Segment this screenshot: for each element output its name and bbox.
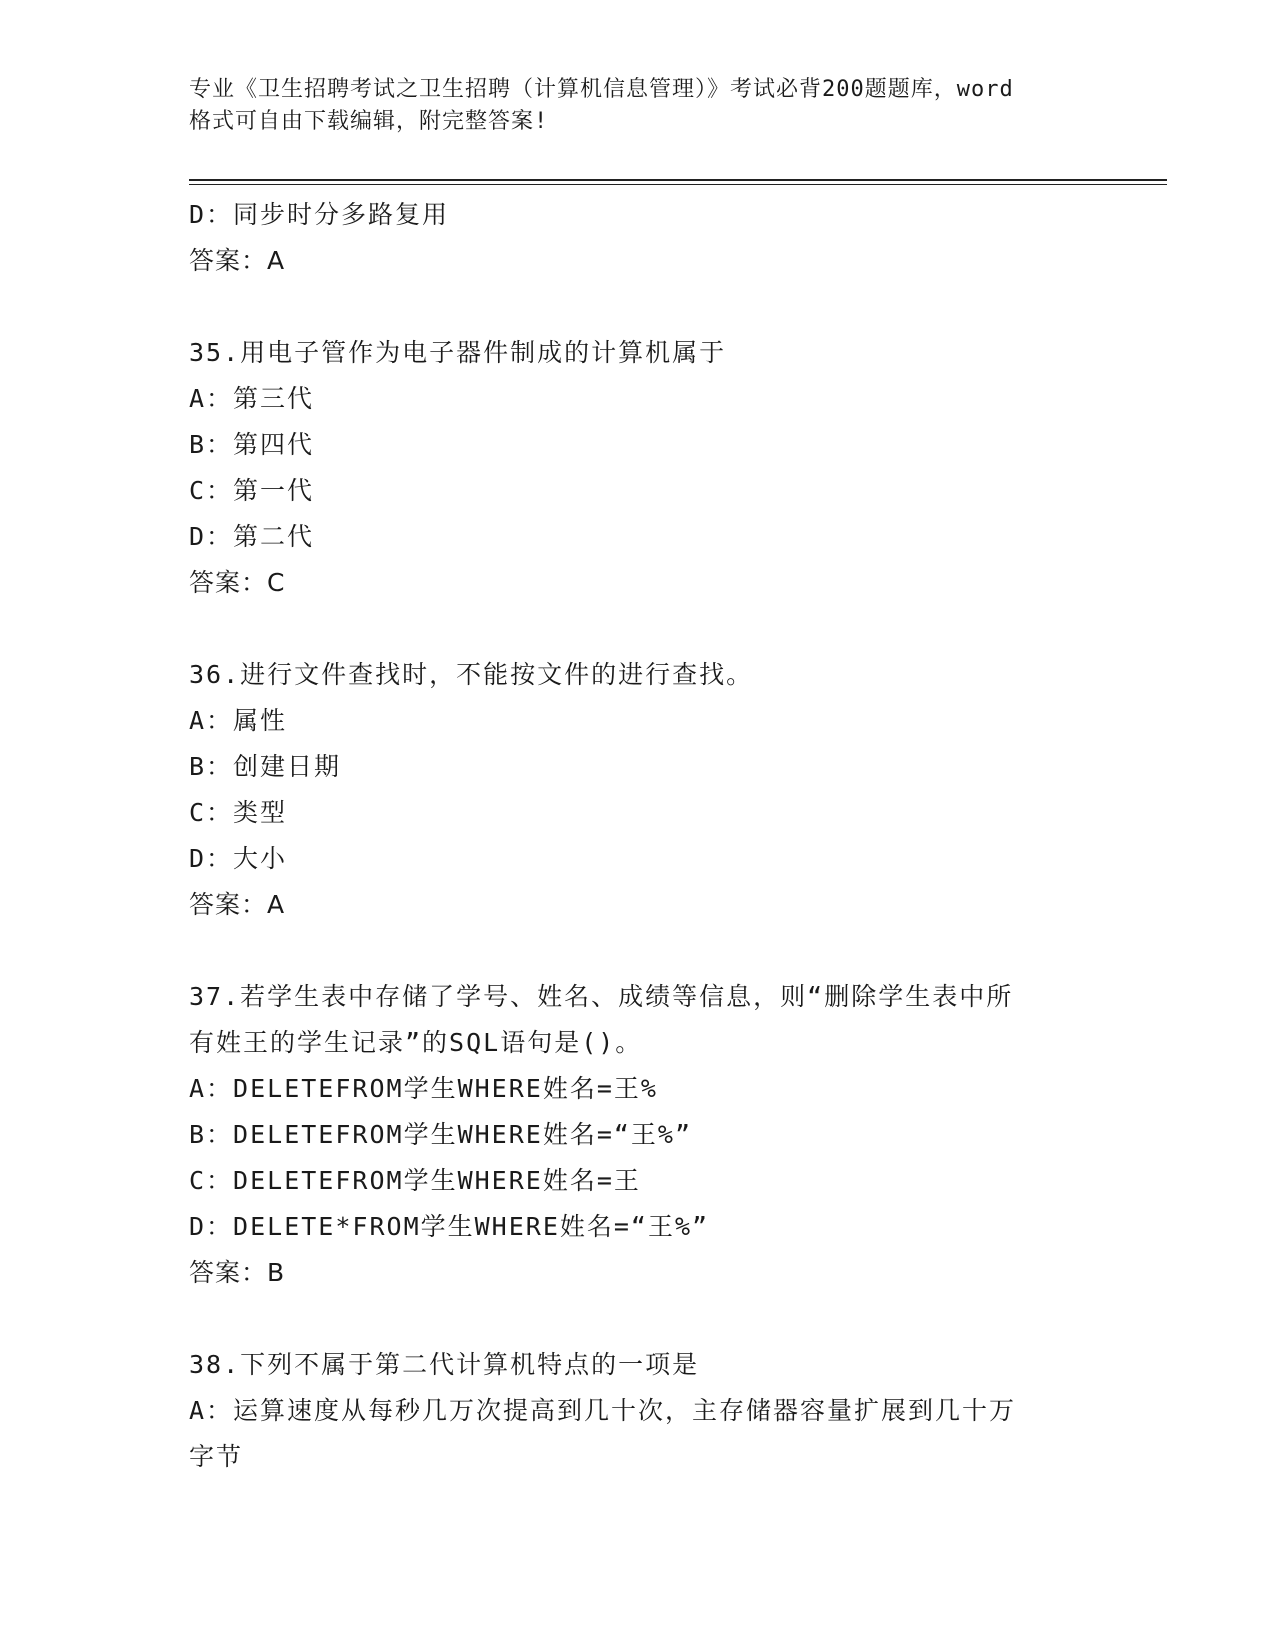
option-a: A：第三代 — [189, 384, 315, 413]
option-d: D：大小 — [189, 844, 288, 873]
option-a-line-2: 字节 — [189, 1442, 244, 1471]
option-a-line-1: A：运算速度从每秒几万次提高到几十次，主存储器容量扩展到几十万 — [189, 1396, 1017, 1425]
option-a: A：属性 — [189, 706, 288, 735]
option-d: D：DELETE*FROM学生WHERE姓名=“王%” — [189, 1212, 710, 1241]
question-36 — [189, 652, 1089, 928]
option-c: C：类型 — [189, 798, 288, 827]
question-list — [189, 192, 1089, 1480]
header-rule-thick — [189, 179, 1167, 181]
question-35 — [189, 330, 1089, 606]
question-38 — [189, 1342, 1089, 1480]
question-stem: 36.进行文件查找时，不能按文件的进行查找。 — [189, 660, 754, 689]
option-d: D：第二代 — [189, 522, 315, 551]
question-stem: 35.用电子管作为电子器件制成的计算机属于 — [189, 338, 727, 367]
question-stem-line-1: 37.若学生表中存储了学号、姓名、成绩等信息，则“删除学生表中所 — [189, 982, 1014, 1011]
question-stem: 38.下列不属于第二代计算机特点的一项是 — [189, 1350, 700, 1379]
option-a: A：DELETEFROM学生WHERE姓名=王% — [189, 1074, 658, 1103]
spacer — [189, 1296, 1089, 1342]
answer: 答案：B — [189, 1258, 286, 1287]
option-b: B：第四代 — [189, 430, 315, 459]
option-c: C：DELETEFROM学生WHERE姓名=王 — [189, 1166, 641, 1195]
prev-option-d: D：同步时分多路复用 — [189, 200, 450, 229]
option-b: B：DELETEFROM学生WHERE姓名=“王%” — [189, 1120, 693, 1149]
spacer — [189, 928, 1089, 974]
answer: 答案：A — [189, 890, 286, 919]
spacer — [189, 284, 1089, 330]
spacer — [189, 606, 1089, 652]
header-rule-thin — [189, 184, 1167, 185]
header-line-1: 专业《卫生招聘考试之卫生招聘（计算机信息管理）》考试必背200题题库，word — [189, 77, 1014, 102]
option-c: C：第一代 — [189, 476, 315, 505]
document-header — [189, 74, 1089, 138]
question-37 — [189, 974, 1089, 1296]
option-b: B：创建日期 — [189, 752, 342, 781]
header-line-2: 格式可自由下载编辑，附完整答案! — [189, 109, 549, 134]
question-stem-line-2: 有姓王的学生记录”的SQL语句是()。 — [189, 1028, 643, 1057]
answer: 答案：C — [189, 568, 286, 597]
prev-answer: 答案：A — [189, 246, 286, 275]
